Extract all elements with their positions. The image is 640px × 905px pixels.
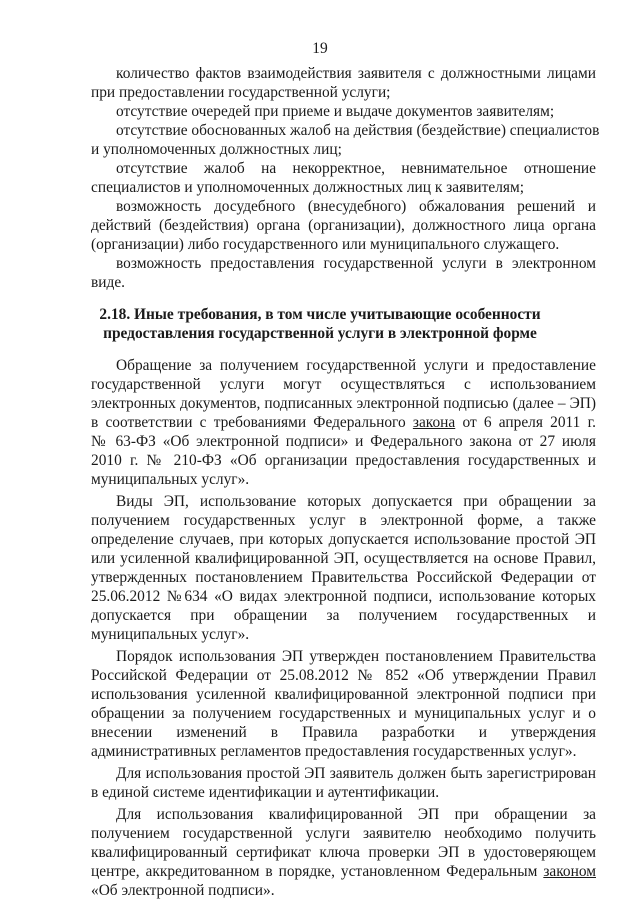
paragraph-line: Для использования квалифицированной ЭП при обращении за xyxy=(116,806,596,823)
paragraph-line: государственной услуги могут осуществляться с использованием xyxy=(91,376,596,393)
paragraph-line: определение случаев, при которых допускается использование простой ЭП xyxy=(91,531,596,548)
section-heading-line: 2.18. Иные требования, в том числе учитывающие особенности xyxy=(99,306,541,323)
paragraph-line xyxy=(91,413,596,432)
paragraph-line: получением государственной услуги заявителю необходимо получить xyxy=(91,825,596,842)
paragraph-line: Обращение за получением государственной услуги и предоставление xyxy=(116,357,596,374)
list-line: действий (бездействия) органа (организации), должностного лица органа xyxy=(91,217,596,234)
paragraph-line: Для использования простой ЭП заявитель должен быть зарегистрирован xyxy=(116,765,596,782)
law-link[interactable]: законом xyxy=(543,863,596,880)
paragraph-line: внесении изменений в Правила разработки и утверждения xyxy=(91,724,596,741)
list-line: отсутствие очередей при приеме и выдаче документов заявителям; xyxy=(116,103,555,120)
paragraph-line: Порядок использования ЭП утвержден постановлением Правительства xyxy=(116,648,596,665)
paragraph-line: получением государственных услуг в электронной форме, а также xyxy=(91,512,596,529)
paragraph-line: утвержденных постановлением Правительства Российской Федерации от xyxy=(91,569,596,586)
paragraph-line: «Об электронной подписи». xyxy=(91,882,275,899)
list-line: отсутствие обоснованных жалоб на действия (бездействие) специалистов xyxy=(116,122,600,139)
paragraph-line: использования усиленной квалифицированной электронной подписи при xyxy=(91,686,596,703)
paragraph-line: квалифицированный сертификат ключа проверки ЭП в удостоверяющем xyxy=(91,844,596,861)
list-line: возможность досудебного (внесудебного) обжалования решений и xyxy=(116,198,596,215)
paragraph-line xyxy=(91,862,596,881)
list-line: при предоставлении государственной услуги; xyxy=(91,84,391,101)
list-line: количество фактов взаимодействия заявителя с должностными лицами xyxy=(116,65,596,82)
list-line: отсутствие жалоб на некорректное, невнимательное отношение xyxy=(116,160,596,177)
paragraph-text: от 6 апреля 2011 г. xyxy=(455,414,596,431)
paragraph-line: муниципальных услуг». xyxy=(91,471,250,488)
paragraph-line: электронных документов, подписанных электронной подписью (далее – ЭП) xyxy=(91,395,596,412)
list-line: (организации) либо государственного или муниципального служащего. xyxy=(91,236,560,253)
law-link[interactable]: закона xyxy=(412,414,456,431)
paragraph-line: административных регламентов предоставления государственных услуг». xyxy=(91,743,577,760)
paragraph-text: центре, аккредитованном в порядке, установленном Федеральным xyxy=(91,863,544,880)
paragraph-line: допускается при обращении за получением государственных и xyxy=(91,607,596,624)
paragraph-line: Виды ЭП, использование которых допускается при обращении за xyxy=(116,493,596,510)
section-heading-line: предоставления государственной услуги в электронной форме xyxy=(103,325,537,342)
paragraph-line: Российской Федерации от 25.08.2012 № 852 «Об утверждении Правил xyxy=(91,667,596,684)
list-line: и уполномоченных должностных лиц; xyxy=(91,141,342,158)
paragraph-line: обращении за получением государственных и муниципальных услуг и о xyxy=(91,705,596,722)
paragraph-line: в единой системе идентификации и аутентификации. xyxy=(91,784,440,801)
list-line: виде. xyxy=(91,274,126,291)
page-number: 19 xyxy=(312,40,328,57)
paragraph-line: муниципальных услуг». xyxy=(91,626,250,643)
list-line: специалистов и уполномоченных должностных лиц к заявителям; xyxy=(91,179,524,196)
paragraph-line: № 63-ФЗ «Об электронной подписи» и Федерального закона от 27 июля xyxy=(91,433,596,450)
paragraph-line: или усиленной квалифицированной ЭП, осуществляется на основе Правил, xyxy=(91,550,596,567)
paragraph-line: 25.06.2012 №634 «О видах электронной подписи, использование которых xyxy=(91,588,596,605)
paragraph-line: 2010 г. № 210-ФЗ «Об организации предоставления государственных и xyxy=(91,452,596,469)
paragraph-text: в соответствии с требованиями Федерального xyxy=(91,414,413,431)
list-line: возможность предоставления государственной услуги в электронном xyxy=(116,255,596,272)
